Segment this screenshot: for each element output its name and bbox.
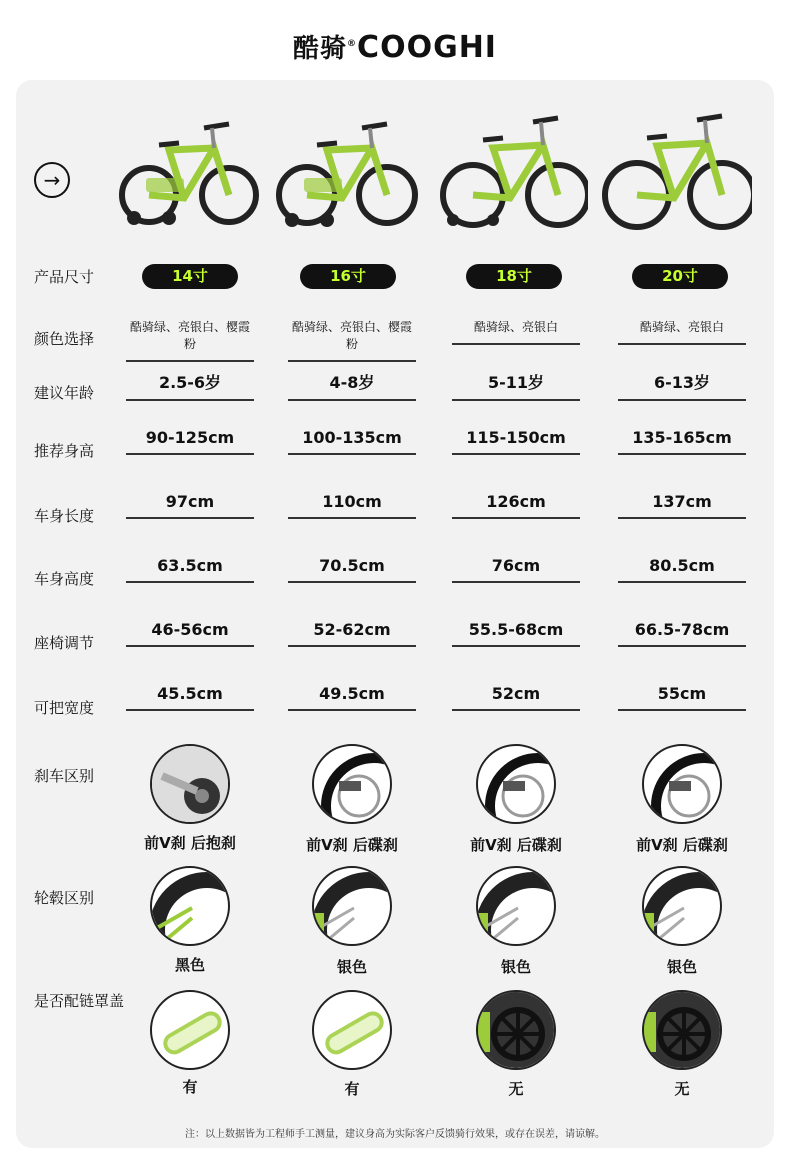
brake-16: 前V刹 后碟刹 (306, 836, 398, 854)
brand-logo (0, 28, 790, 65)
size-pill-14[interactable]: 14寸 (142, 264, 238, 289)
brand-en: COOGHI (357, 30, 497, 65)
seat-16: 52-62cm (288, 620, 416, 647)
height-16: 100-135cm (288, 428, 416, 455)
body-height-18: 76cm (452, 556, 580, 583)
age-18: 5-11岁 (452, 370, 580, 401)
comparison-card (16, 80, 774, 1148)
height-20: 135-165cm (618, 428, 746, 455)
seat-20: 66.5-78cm (618, 620, 746, 647)
age-20: 6-13岁 (618, 370, 746, 401)
hub-image-20 (642, 866, 722, 946)
brake-image-16 (312, 744, 392, 824)
length-16: 110cm (288, 492, 416, 519)
handlebar-16: 49.5cm (288, 684, 416, 711)
length-20: 137cm (618, 492, 746, 519)
hub-20: 银色 (666, 958, 697, 976)
chain-guard-image-20 (642, 990, 722, 1070)
brake-image-18 (476, 744, 556, 824)
label-color: 颜色选择 (34, 330, 95, 348)
arrow-right-icon: → (43, 168, 61, 192)
chain-guard-14: 有 (182, 1078, 198, 1096)
next-arrow-button[interactable] (34, 162, 70, 198)
bike-image-20 (602, 110, 752, 240)
height-14: 90-125cm (126, 428, 254, 455)
brake-image-20 (642, 744, 722, 824)
label-handlebar: 可把宽度 (34, 699, 95, 717)
brake-image-14 (150, 744, 230, 824)
age-14: 2.5-6岁 (126, 370, 254, 401)
bike-image-18 (438, 110, 588, 240)
height-18: 115-150cm (452, 428, 580, 455)
seat-14: 46-56cm (126, 620, 254, 647)
size-pill-16[interactable]: 16寸 (300, 264, 396, 289)
chain-guard-image-14 (150, 990, 230, 1070)
handlebar-14: 45.5cm (126, 684, 254, 711)
body-height-20: 80.5cm (618, 556, 746, 583)
label-hub: 轮毂区别 (34, 889, 95, 907)
bike-image-16 (272, 110, 422, 240)
chain-guard-20: 无 (674, 1080, 690, 1098)
color-16: 酷骑绿、亮银白、樱霞粉 (288, 318, 416, 362)
hub-image-18 (476, 866, 556, 946)
length-14: 97cm (126, 492, 254, 519)
age-16: 4-8岁 (288, 370, 416, 401)
hub-18: 银色 (500, 958, 531, 976)
seat-18: 55.5-68cm (452, 620, 580, 647)
bike-image-14 (114, 110, 264, 240)
color-18: 酷骑绿、亮银白 (452, 318, 580, 345)
handlebar-18: 52cm (452, 684, 580, 711)
chain-guard-18: 无 (508, 1080, 524, 1098)
brand-cn: 酷骑 (293, 34, 348, 64)
brake-14: 前V刹 后抱刹 (144, 834, 236, 852)
label-chain-guard: 是否配链罩盖 (34, 992, 125, 1010)
chain-guard-image-16 (312, 990, 392, 1070)
label-seat: 座椅调节 (34, 634, 95, 652)
hub-image-16 (312, 866, 392, 946)
label-height: 推荐身高 (34, 442, 95, 460)
brake-20: 前V刹 后碟刹 (636, 836, 728, 854)
brake-18: 前V刹 后碟刹 (470, 836, 562, 854)
chain-guard-16: 有 (344, 1080, 360, 1098)
size-pill-18[interactable]: 18寸 (466, 264, 562, 289)
label-age: 建议年龄 (34, 384, 95, 402)
color-14: 酷骑绿、亮银白、樱霞粉 (126, 318, 254, 362)
hub-14: 黑色 (174, 956, 205, 974)
hub-image-14 (150, 866, 230, 946)
chain-guard-image-18 (476, 990, 556, 1070)
handlebar-20: 55cm (618, 684, 746, 711)
length-18: 126cm (452, 492, 580, 519)
brand-reg: ® (347, 39, 358, 49)
size-pill-20[interactable]: 20寸 (632, 264, 728, 289)
label-body-height: 车身高度 (34, 570, 95, 588)
body-height-14: 63.5cm (126, 556, 254, 583)
body-height-16: 70.5cm (288, 556, 416, 583)
footnote: 注：以上数据皆为工程师手工测量，建议身高为实际客户反馈骑行效果，或存在误差，请谅解。 (185, 1129, 605, 1140)
color-20: 酷骑绿、亮银白 (618, 318, 746, 345)
label-length: 车身长度 (34, 507, 95, 525)
hub-16: 银色 (336, 958, 367, 976)
label-size: 产品尺寸 (34, 268, 95, 286)
label-brake: 刹车区别 (34, 767, 95, 785)
